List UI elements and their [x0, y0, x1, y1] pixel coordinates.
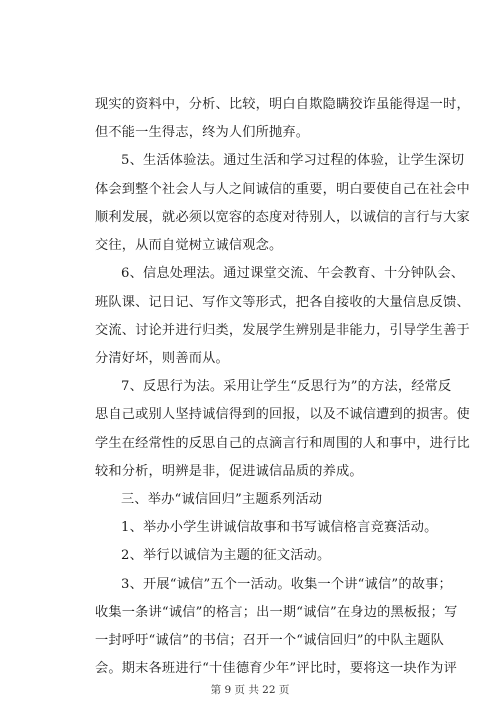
paragraph-7-heading: 7、反思行为法。采用让学生“反思行为”的方法，经常反: [121, 379, 452, 394]
text-line: 但不能一生得志，终为人们所抛弃。: [95, 125, 310, 140]
text-line: 体会到整个社会人与人之间诚信的重要，明白要使自己在社会中: [95, 182, 470, 197]
text-line: 班队课、记日记、写作文等形式，把各自接收的大量信息反馈、: [95, 295, 470, 310]
activity-item-1: 1、举办小学生讲诚信故事和书写诚信格言竞赛活动。: [121, 520, 438, 535]
text-line: 思自己或别人坚持诚信得到的回报，以及不诚信遭到的损害。使: [95, 407, 470, 422]
text-line: 现实的资料中，分析、比较，明白自欺隐瞒狡诈虽能得逞一时，: [95, 97, 470, 112]
text-line: 交流、讨论并进行归类，发展学生辨别是非能力，引导学生善于: [95, 323, 470, 338]
section-heading: 三、举办“诚信回归”主题系列活动: [121, 492, 323, 507]
text-line: 较和分析，明辨是非，促进诚信品质的养成。: [95, 464, 363, 479]
text-line: 交往，从而自觉树立诚信观念。: [95, 238, 283, 253]
activity-item-3: 3、开展“诚信”五个一活动。收集一个讲“诚信”的故事；: [121, 577, 452, 592]
text-line: 分清好坏，则善而从。: [95, 351, 229, 366]
text-line: 会。期末各班进行“十佳德育少年”评比时，要将这一块作为评: [95, 661, 457, 676]
text-line: 一封呼吁“诚信”的书信；召开一个“诚信回归”的中队主题队: [95, 633, 445, 648]
paragraph-5-heading: 5、生活体验法。通过生活和学习过程的体验，让学生深切: [121, 153, 465, 168]
activity-item-2: 2、举行以诚信为主题的征文活动。: [121, 548, 331, 563]
paragraph-6-heading: 6、信息处理法。通过课堂交流、午会教育、十分钟队会、: [121, 266, 465, 281]
text-line: 学生在经常性的反思自己的点滴言行和周围的人和事中，进行比: [95, 436, 470, 451]
page-footer: 第 9 页 共 22 页: [210, 684, 290, 696]
text-line: 顺利发展，就必须以宽容的态度对待别人，以诚信的言行与大家: [95, 210, 470, 225]
text-line: 收集一条讲“诚信”的格言；出一期“诚信”在身边的黑板报；写: [95, 605, 458, 620]
